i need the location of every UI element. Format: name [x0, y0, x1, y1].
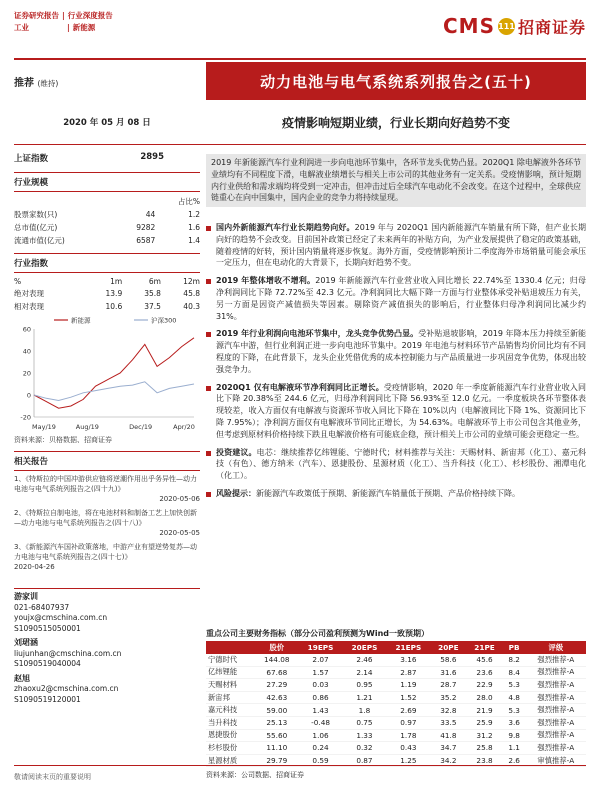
- table-cell: 8.4: [503, 666, 526, 679]
- table-cell: 0.75: [343, 716, 387, 729]
- table-cell: 42.63: [255, 691, 299, 704]
- table-cell: 0.87: [343, 754, 387, 767]
- table-cell: 2.69: [386, 704, 430, 717]
- table-cell: 32.8: [430, 704, 466, 717]
- footer-divider: [14, 765, 586, 766]
- analyst: 游家训 021-68407937 youjx@cmschina.com.cn S1090515050001: [14, 592, 200, 634]
- table-header-cell: 20EPS: [343, 641, 387, 654]
- tag-sector: 工业: [14, 23, 29, 32]
- header-divider: [14, 58, 586, 60]
- financial-table-section: [206, 628, 586, 780]
- table-cell: 0.59: [299, 754, 343, 767]
- table-cell: 强烈推荐-A: [526, 742, 586, 755]
- report-date: 2020 年 05 月 08 日: [63, 118, 151, 128]
- divider: [14, 191, 200, 192]
- table-row: 流通市值(亿元) 6587 1.4: [14, 236, 200, 245]
- table-cell: 23.8: [466, 754, 502, 767]
- table-cell: 67.68: [255, 666, 299, 679]
- table-row: 股票家数(只) 44 1.2: [14, 210, 200, 219]
- index-value: 2895: [140, 152, 164, 162]
- table-cell: 星源材质: [206, 754, 255, 767]
- tag-subsector: 新能源: [72, 23, 96, 32]
- x-tick-label: Aug/19: [75, 423, 99, 431]
- table-cell: 2.07: [299, 654, 343, 666]
- table-header-cell: 21EPS: [386, 641, 430, 654]
- table-row: [206, 679, 586, 692]
- table-cell: 恩捷股份: [206, 729, 255, 742]
- table-cell: 0.43: [386, 742, 430, 755]
- divider: [14, 253, 200, 254]
- analyst: 刘珺涵 liujunhan@cmschina.com.cn S1090519040004: [14, 638, 200, 670]
- table-cell: -0.48: [299, 716, 343, 729]
- table-cell: 2.46: [343, 654, 387, 666]
- table-row: 总市值(亿元) 9282 1.6: [14, 223, 200, 232]
- header-tags: 证券研究报告 | 行业深度报告 工业 | 新能源: [14, 11, 113, 32]
- table-cell: 强烈推荐-A: [526, 704, 586, 717]
- bullet-square-icon: [206, 332, 211, 337]
- table-cell: 2.6: [503, 754, 526, 767]
- key-points: [206, 222, 586, 506]
- table-cell: 31.6: [430, 666, 466, 679]
- table-cell: 强烈推荐-A: [526, 729, 586, 742]
- divider: [14, 470, 200, 471]
- analyst: 赵旭 zhaoxu2@cmschina.com.cn S1090519120001: [14, 674, 200, 706]
- divider: [14, 172, 200, 173]
- table-cell: 0.24: [299, 742, 343, 755]
- list-item: 2020Q1 仅有电解液环节净利润同比正增长。受疫情影响，2020 年一季度新能源汽车行业营业收入同比下降 20.38%至 244.6 亿元，归母净利润同比下降 56.93%至 12.0 亿元。一季度板块各环节整体表现较差，收入方面仅有电解液与资源环节收入同比下降在 10%以内（电解液同比下降 1%、资源同比下降 7.95%）；净利润方面仅有电解液环节同比正增长，为 54.63%。电解液环节上市公司包含其他业务，但考虑到原材料价格持续下跌且电解液价格有可能底企稳，预计相关上市公司的业绩可能会更稳定一些。: [206, 382, 586, 441]
- report-subtitle: 疫情影响短期业绩，行业长期向好趋势不变: [281, 116, 510, 130]
- table-cell: 28.7: [430, 679, 466, 692]
- table-cell: 1.33: [343, 729, 387, 742]
- table-cell: 5.3: [503, 704, 526, 717]
- divider: [14, 451, 200, 452]
- list-item: 2019 年整体增收不增利。2019 年新能源汽车行业营业收入同比增长 22.74%至 1330.4 亿元；归母净利润同比下降 72.72%至 42.3 亿元。净利润同比大幅下降一方面与行业整体承受补贴退坡压力有关，另一方面是因资产减值损失等因素。剔除资产减值损失的影响后，行业整体归母净利润同比减少约 31%。: [206, 275, 586, 322]
- index-chart: [14, 313, 200, 433]
- table-cell: 11.10: [255, 742, 299, 755]
- list-item: 风险提示：新能源汽车政策低于预期、新能源汽车销量低于预期、产品价格持续下降。: [206, 488, 586, 500]
- logo-cms-text: CMS: [443, 14, 495, 38]
- table-cell: 0.32: [343, 742, 387, 755]
- table-cell: 4.8: [503, 691, 526, 704]
- report-title: 动力电池与电气系统系列报告之(五十): [206, 62, 586, 100]
- table-cell: 1.8: [343, 704, 387, 717]
- table-header-cell: 19EPS: [299, 641, 343, 654]
- table-row: [206, 654, 586, 666]
- table-cell: 强烈推荐-A: [526, 691, 586, 704]
- brand-logo: [443, 14, 586, 38]
- financial-table: [206, 641, 586, 767]
- y-tick-label: -20: [20, 413, 31, 422]
- subtitle-divider: [14, 144, 586, 145]
- table-cell: 0.95: [343, 679, 387, 692]
- related-header: 相关报告: [14, 457, 49, 467]
- perf-table: % 1m 6m 12m 绝对表现 13.9 35.8 45.8 相对表现 10.6 37.5 40.3: [14, 277, 200, 311]
- table-cell: 亿纬锂能: [206, 666, 255, 679]
- footer-note: 敬请阅读末页的重要说明: [14, 773, 91, 781]
- table-row: [206, 742, 586, 755]
- related-reports: [14, 474, 200, 572]
- basic-col-header: 占比%: [177, 197, 200, 206]
- table-cell: 1.06: [299, 729, 343, 742]
- list-item[interactable]: 1、《特斯拉的中国冲游供应链将逆潮作用出乎务异性—动力电池与电气系统列报告之(四十九)》 2020-05-06: [14, 475, 200, 503]
- analyst-email[interactable]: youjx@cmschina.com.cn: [14, 613, 108, 622]
- table-cell: 2.14: [343, 666, 387, 679]
- table-cell: 59.00: [255, 704, 299, 717]
- index-row: [14, 152, 200, 164]
- divider: [14, 588, 200, 589]
- table-cell: 34.2: [430, 754, 466, 767]
- line-chart: [14, 313, 200, 433]
- table-cell: 29.79: [255, 754, 299, 767]
- logo-cn-text: 招商证券: [517, 17, 586, 37]
- table-header-cell: PB: [503, 641, 526, 654]
- table-cell: 3.6: [503, 716, 526, 729]
- summary-box: 2019 年新能源汽车行业利润进一步向电池环节集中，各环节龙头优势凸显。2020Q1 除电解液外各环节业绩均有不同程度下滑，电解液业绩增长与相关上市公司的其他业务有一定关系。受疫情影响，预计短期内行业供给和需求端均将受到一定冲击，但冲击过后全球汽车电动化不会改变。在这个过程中，全球供应链重心在向中国集中，国内企业的竞争力将持续显现。: [206, 154, 586, 207]
- table-cell: 1.19: [386, 679, 430, 692]
- bullet-square-icon: [206, 279, 211, 284]
- x-tick-label: Dec/19: [129, 423, 153, 431]
- list-item: 投资建议。电芯：继续推荐亿纬锂能、宁德时代；材料推荐与关注：天赐材料、新宙邦（化工）、嘉元科技（有色）、德方纳米（汽车）、恩捷股份、星源材质（化工）、当升科技（化工）、杉杉股份、湘潭电化（化工）。: [206, 447, 586, 482]
- logo-circle-icon: 111: [498, 18, 515, 35]
- table-cell: 0.86: [299, 691, 343, 704]
- table-row: 绝对表现 13.9 35.8 45.8: [14, 289, 200, 298]
- table-cell: 25.8: [466, 742, 502, 755]
- rating-label: 推荐: [14, 78, 34, 89]
- table-cell: 9.8: [503, 729, 526, 742]
- rating-sub: (维持): [37, 79, 59, 88]
- table-cell: 1.25: [386, 754, 430, 767]
- bullet-square-icon: [206, 386, 211, 391]
- list-item: 2019 年行业利润向电池环节集中，龙头竞争优势凸显。受补贴退坡影响，2019 年降本压力持续至新能源汽车中游，但行业利润正进一步向电池环节集中。2019 年电池与材料环节产品销售均价同比均有不同程度的下降，在此背景下，龙头企业凭借优秀的成本控制能力与产品质量进一步巩固竞争优势，体现出较强竞争力。: [206, 328, 586, 375]
- table-cell: 58.6: [430, 654, 466, 666]
- table-cell: 强烈推荐-A: [526, 679, 586, 692]
- table-cell: 1.21: [343, 691, 387, 704]
- table-cell: 144.08: [255, 654, 299, 666]
- table-title: 重点公司主要财务指标（部分公司盈利预测为Wind一致预期）: [206, 629, 429, 638]
- table-cell: 55.60: [255, 729, 299, 742]
- table-cell: 0.97: [386, 716, 430, 729]
- list-item[interactable]: 3、《新能源汽车国补政策落地，中游产业有望逆势复苏—动力电池与电气系统列报告之(四十七)》 2020-04-26: [14, 543, 197, 571]
- table-cell: 3.16: [386, 654, 430, 666]
- table-cell: 强烈推荐-A: [526, 654, 586, 666]
- perf-header: 行业指数: [14, 259, 49, 269]
- table-cell: 21.9: [466, 704, 502, 717]
- table-row: [206, 729, 586, 742]
- table-row: 相对表现 10.6 37.5 40.3: [14, 302, 200, 311]
- y-tick-label: 20: [22, 369, 31, 378]
- bullet-square-icon: [206, 226, 211, 231]
- table-cell: 28.0: [466, 691, 502, 704]
- table-cell: 1.43: [299, 704, 343, 717]
- divider: [14, 272, 200, 273]
- table-cell: 强烈推荐-A: [526, 666, 586, 679]
- table-cell: 8.2: [503, 654, 526, 666]
- analyst-email[interactable]: zhaoxu2@cmschina.com.cn: [14, 684, 119, 693]
- bullet-square-icon: [206, 492, 211, 497]
- list-item: 国内外新能源汽车行业长期趋势向好。2019 年与 2020Q1 国内新能源汽车销量有所下降，但产业长期向好的趋势不会改变。目前国补政策已经定了未来两年的补贴方向，为产业发展提供了稳定的政策基础，随着疫情的好转，预计国内销量将逐步恢复。海外方面，受疫情影响预计二季度海外市场销量可能会承压一定压力，但在电动化的大背景下，长期向好趋势不变。: [206, 222, 586, 269]
- table-header-cell: [206, 641, 255, 654]
- y-tick-label: 60: [22, 325, 31, 334]
- table-cell: 25.9: [466, 716, 502, 729]
- legend-label: 新能源: [71, 316, 91, 325]
- table-cell: 嘉元科技: [206, 704, 255, 717]
- table-row: [206, 704, 586, 717]
- table-cell: 强烈推荐-A: [526, 716, 586, 729]
- table-cell: 2.87: [386, 666, 430, 679]
- table-row: [206, 691, 586, 704]
- series-line-0: [34, 338, 194, 408]
- table-header-cell: 20PE: [430, 641, 466, 654]
- table-cell: 新宙邦: [206, 691, 255, 704]
- table-cell: 35.2: [430, 691, 466, 704]
- list-item[interactable]: 2、《特斯拉自制电池，将在电池材料和制备工艺上加快创新—动力电池与电气系统列报告之(四十八)》 2020-05-05: [14, 509, 200, 537]
- table-cell: 25.13: [255, 716, 299, 729]
- table-source: 资料来源：公司数据、招商证券: [206, 771, 304, 780]
- table-cell: 杉杉股份: [206, 742, 255, 755]
- table-header-cell: 股价: [255, 641, 299, 654]
- x-tick-label: May/19: [32, 423, 56, 431]
- index-label: 上证指数: [14, 154, 49, 164]
- rating: [14, 74, 58, 89]
- bullet-square-icon: [206, 451, 211, 456]
- table-cell: 1.57: [299, 666, 343, 679]
- table-cell: 45.6: [466, 654, 502, 666]
- table-cell: 1.52: [386, 691, 430, 704]
- table-row: [206, 716, 586, 729]
- basic-header: 行业规模: [14, 178, 49, 188]
- y-tick-label: 0: [26, 391, 31, 400]
- table-cell: 1.1: [503, 742, 526, 755]
- series-line-1: [34, 382, 194, 401]
- table-cell: 22.9: [466, 679, 502, 692]
- tag-report-kind: 行业深度报告: [67, 11, 113, 20]
- analyst-email[interactable]: liujunhan@cmschina.com.cn: [14, 648, 122, 658]
- table-cell: 宁德时代: [206, 654, 255, 666]
- legend-label: 沪深300: [151, 316, 177, 325]
- table-cell: 天赐材料: [206, 679, 255, 692]
- table-header-cell: 21PE: [466, 641, 502, 654]
- table-row: [206, 666, 586, 679]
- table-cell: 27.29: [255, 679, 299, 692]
- table-cell: 33.5: [430, 716, 466, 729]
- table-cell: 34.7: [430, 742, 466, 755]
- y-tick-label: 40: [22, 347, 31, 356]
- chart-source: 资料来源：贝格数据、招商证券: [14, 436, 112, 444]
- table-cell: 23.6: [466, 666, 502, 679]
- table-header-cell: 评级: [526, 641, 586, 654]
- sidebar: [14, 152, 200, 709]
- table-cell: 41.8: [430, 729, 466, 742]
- table-cell: 审慎推荐-A: [526, 754, 586, 767]
- table-cell: 31.2: [466, 729, 502, 742]
- x-tick-label: Apr/20: [173, 423, 195, 431]
- table-cell: 当升科技: [206, 716, 255, 729]
- table-cell: 5.3: [503, 679, 526, 692]
- basic-table: [14, 195, 200, 247]
- table-cell: 1.78: [386, 729, 430, 742]
- tag-report-type: 证券研究报告: [14, 11, 59, 20]
- table-cell: 0.03: [299, 679, 343, 692]
